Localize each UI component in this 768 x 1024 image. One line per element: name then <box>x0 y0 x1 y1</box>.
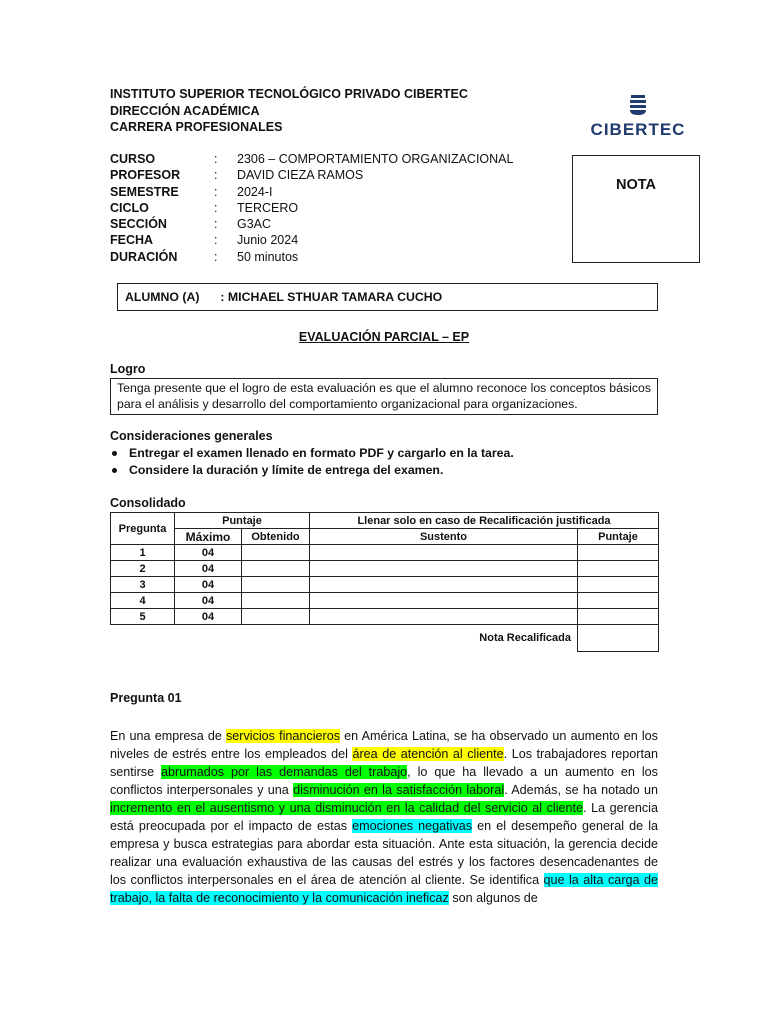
row-recal-score-cell[interactable] <box>578 577 659 593</box>
highlighted-text: que la alta carga de trabajo, la falta de reconocimiento y la comunicación ineficaz <box>110 873 658 905</box>
row-number: 1 <box>111 545 175 561</box>
info-value: G3AC <box>237 217 272 232</box>
row-sustento-cell[interactable] <box>310 577 578 593</box>
header-recalificacion: Llenar solo en caso de Recalificación justificada <box>310 513 659 529</box>
considerations-title: Consideraciones generales <box>110 429 273 443</box>
row-max-score: 04 <box>175 561 242 577</box>
row-recal-score-cell[interactable] <box>578 593 659 609</box>
row-max-score: 04 <box>175 609 242 625</box>
row-max-score: 04 <box>175 545 242 561</box>
row-obtained-cell[interactable] <box>242 545 310 561</box>
career-name: CARRERA PROFESIONALES <box>110 120 283 134</box>
info-row <box>110 167 513 183</box>
header-sustento: Sustento <box>310 529 578 545</box>
text-segment: . Los trabajadores reportan sentirse <box>110 747 659 779</box>
info-key: PROFESOR <box>110 168 181 183</box>
institution-header <box>110 86 468 136</box>
info-key: SECCIÓN <box>110 217 167 232</box>
header-puntaje: Puntaje <box>175 513 310 529</box>
row-recal-score-cell[interactable] <box>578 545 659 561</box>
info-key: CICLO <box>110 200 149 215</box>
question-text <box>110 727 658 907</box>
row-number: 4 <box>111 593 175 609</box>
question-title: Pregunta 01 <box>110 691 182 705</box>
row-obtained-cell[interactable] <box>242 609 310 625</box>
info-value: 50 minutos <box>237 249 299 264</box>
course-info <box>110 151 513 265</box>
bullet-icon <box>112 451 117 456</box>
list-item <box>110 463 443 477</box>
logo-text: CIBERTEC <box>590 120 686 139</box>
row-obtained-cell[interactable] <box>242 561 310 577</box>
info-row <box>110 184 513 200</box>
info-key: FECHA <box>110 233 154 248</box>
recal-grade-label: Nota Recalificada <box>479 632 571 645</box>
info-separator: : <box>214 184 218 199</box>
table-row <box>111 545 659 561</box>
exam-title: EVALUACIÓN PARCIAL – EP <box>298 330 470 344</box>
row-sustento-cell[interactable] <box>310 593 578 609</box>
text-segment: son algunos de <box>448 891 538 905</box>
shield-icon <box>627 94 649 116</box>
highlighted-text: abrumados por las demandas del trabajo <box>161 765 408 779</box>
text-segment: en el desempeño general de la empresa y busca estrategias para abordar esta situación. Ante esta situación, la gerencia decide realizar una evaluación exhaustiva de las causas del estrés y los factores desencadenantes de los conflictos interpersonales en el área de atención al cliente. Se identifica <box>110 819 659 887</box>
row-recal-score-cell[interactable] <box>578 609 659 625</box>
header-maximo: Máximo <box>175 529 242 545</box>
logro-title: Logro <box>110 362 146 376</box>
info-row <box>110 216 513 232</box>
row-obtained-cell[interactable] <box>242 577 310 593</box>
list-item-text: Entregar el examen llenado en formato PDF y cargarlo en la tarea. <box>129 446 514 460</box>
row-obtained-cell[interactable] <box>242 593 310 609</box>
info-row <box>110 249 513 265</box>
header-pregunta: Pregunta <box>111 513 175 545</box>
recal-grade-cell[interactable] <box>578 625 659 652</box>
text-segment: en América Latina, se ha observado un aumento en los niveles de estrés entre los empleados del <box>110 729 658 761</box>
info-value: 2024-I <box>237 184 273 199</box>
info-key: DURACIÓN <box>110 249 178 264</box>
info-separator: : <box>214 249 218 264</box>
consolidated-table <box>110 512 659 652</box>
row-recal-score-cell[interactable] <box>578 561 659 577</box>
info-row <box>110 232 513 248</box>
institution-name: INSTITUTO SUPERIOR TECNOLÓGICO PRIVADO CIBERTEC <box>110 87 468 101</box>
list-item-text: Considere la duración y límite de entrega del examen. <box>129 463 444 477</box>
info-value: TERCERO <box>237 200 299 215</box>
row-max-score: 04 <box>175 593 242 609</box>
info-value: DAVID CIEZA RAMOS <box>237 168 364 183</box>
info-value: Junio 2024 <box>237 233 299 248</box>
table-row <box>111 609 659 625</box>
logro-text: Tenga presente que el logro de esta evaluación es que el alumno reconoce los conceptos básicos para el análisis y desarrollo del comportamiento organizacional para organizaciones. <box>117 381 651 411</box>
grade-label: NOTA <box>615 177 656 193</box>
table-row <box>111 561 659 577</box>
bullet-icon <box>112 468 117 473</box>
highlighted-text: disminución en la satisfacción laboral <box>293 783 505 797</box>
list-item <box>110 446 514 460</box>
row-sustento-cell[interactable] <box>310 561 578 577</box>
header-puntaje-recal: Puntaje <box>578 529 659 545</box>
text-segment: . Además, se ha notado un <box>504 783 658 797</box>
info-separator: : <box>214 233 218 248</box>
row-sustento-cell[interactable] <box>310 545 578 561</box>
student-name: : MICHAEL STHUAR TAMARA CUCHO <box>220 290 443 304</box>
table-row <box>111 577 659 593</box>
info-key: SEMESTRE <box>110 184 179 199</box>
highlighted-text: área de atención al cliente <box>352 747 504 761</box>
text-segment: En una empresa de <box>110 729 226 743</box>
header-obtenido: Obtenido <box>242 529 310 545</box>
cibertec-logo <box>588 94 688 138</box>
text-segment: . La gerencia está preocupada por el impacto de estas <box>110 801 658 833</box>
text-segment: , lo que ha llevado a un aumento en los conflictos interpersonales y una <box>110 765 658 797</box>
row-sustento-cell[interactable] <box>310 609 578 625</box>
row-number: 2 <box>111 561 175 577</box>
logro-box <box>110 378 658 415</box>
row-max-score: 04 <box>175 577 242 593</box>
highlighted-text: incremento en el ausentismo y una disminución en la calidad del servicio al cliente <box>110 801 584 815</box>
highlighted-text: emociones negativas <box>352 819 473 833</box>
info-key: CURSO <box>110 152 156 166</box>
info-row <box>110 200 513 216</box>
student-box <box>117 283 658 311</box>
consolidated-title: Consolidado <box>110 496 186 510</box>
row-number: 5 <box>111 609 175 625</box>
info-separator: : <box>214 152 218 166</box>
grade-box <box>572 155 700 263</box>
highlighted-text: servicios financieros <box>225 729 341 743</box>
info-separator: : <box>214 200 218 215</box>
student-label: ALUMNO (A) <box>125 290 200 304</box>
table-row <box>111 593 659 609</box>
info-value: 2306 – COMPORTAMIENTO ORGANIZACIONAL <box>237 152 514 166</box>
info-separator: : <box>214 168 218 183</box>
info-row <box>110 151 513 167</box>
direction-name: DIRECCIÓN ACADÉMICA <box>110 103 260 118</box>
row-number: 3 <box>111 577 175 593</box>
info-separator: : <box>214 217 218 232</box>
